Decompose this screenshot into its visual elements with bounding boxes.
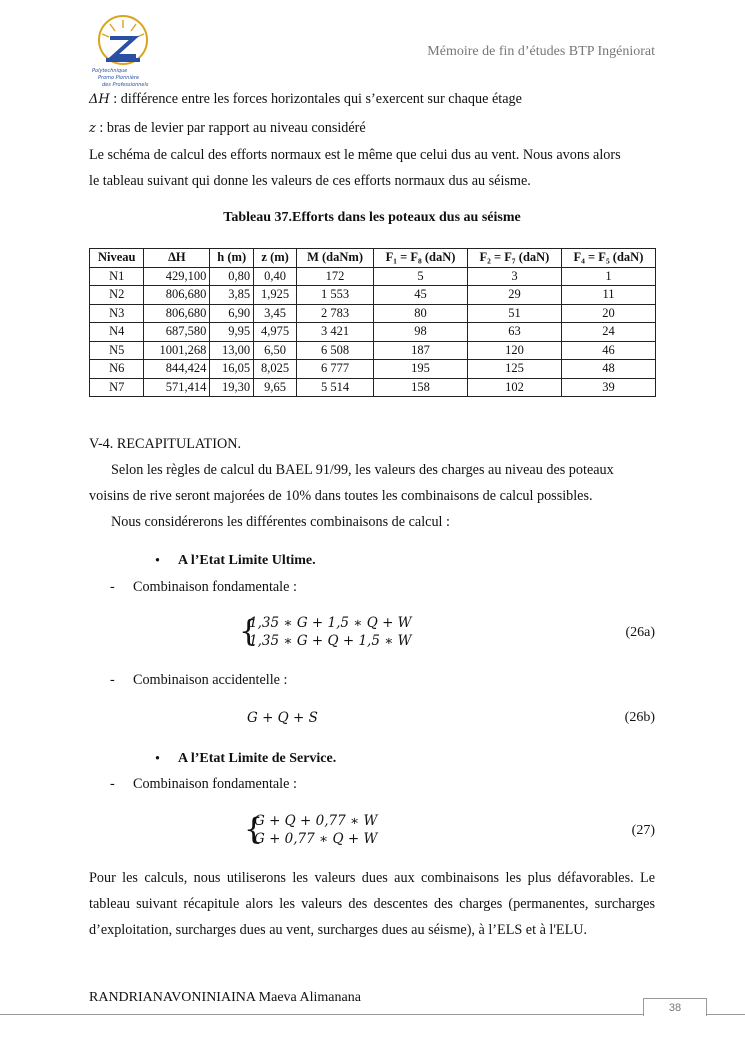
section-para2: Nous considérerons les différentes combinaisons de calcul :: [111, 514, 450, 530]
logo-text-1: Polytechnique: [92, 68, 128, 74]
cell: N2: [90, 286, 144, 305]
col-header-z: z (m): [254, 249, 297, 268]
cell: 11: [561, 286, 655, 305]
table-row: [90, 304, 656, 323]
cell: 844,424: [144, 360, 210, 379]
cell: 8,025: [254, 360, 297, 379]
cell: 3 421: [297, 323, 374, 342]
logo-base: [106, 58, 140, 62]
cell: 45: [374, 286, 468, 305]
definition-text: : bras de levier par rapport au niveau considéré: [95, 120, 366, 136]
conclusion-line-1: Pour les calculs, nous utiliserons les valeurs dues aux combinaisons les plus défavorables. Le: [89, 870, 655, 886]
definition-text: : différence entre les forces horizontales qui s’exercent sur chaque étage: [109, 91, 522, 107]
cell: 0,80: [210, 267, 254, 286]
col-header-delta-h: ΔH: [144, 249, 210, 268]
cell: 6,50: [254, 341, 297, 360]
cell: 19,30: [210, 378, 254, 397]
cell: 1001,268: [144, 341, 210, 360]
cell: 80: [374, 304, 468, 323]
cell: 4,975: [254, 323, 297, 342]
eq26a-number: (26a): [625, 625, 655, 640]
page-number: 38: [643, 998, 707, 1016]
bullet-icon: •: [155, 553, 160, 569]
cell: 3: [467, 267, 561, 286]
cell: 29: [467, 286, 561, 305]
table-header-row: [90, 249, 656, 268]
eq26b-number: (26b): [624, 710, 655, 725]
section-title: V-4. RECAPITULATION.: [89, 436, 241, 452]
dash-icon: -: [110, 776, 115, 792]
logo-z-letter: [110, 38, 136, 56]
dash-icon: -: [110, 579, 115, 595]
cell: 120: [467, 341, 561, 360]
conclusion-line-2: tableau suivant récapitule alors les valeurs des descentes des charges (permanentes, surcharges: [89, 896, 655, 912]
cell: 98: [374, 323, 468, 342]
cell: 6 508: [297, 341, 374, 360]
elu-acc-label: Combinaison accidentelle :: [133, 672, 288, 688]
cell: 13,00: [210, 341, 254, 360]
col-header-f1-f8: F₁ = F₈ (daN): [374, 249, 468, 268]
seismic-forces-table: [89, 248, 656, 397]
table-row: [90, 267, 656, 286]
col-header-h: h (m): [210, 249, 254, 268]
table-row: [90, 341, 656, 360]
cell: N1: [90, 267, 144, 286]
cell: 3,45: [254, 304, 297, 323]
cell: 125: [467, 360, 561, 379]
cell: 9,95: [210, 323, 254, 342]
section-para1-line1: Selon les règles de calcul du BAEL 91/99, les valeurs des charges au niveau des poteaux: [111, 462, 614, 478]
cell: N4: [90, 323, 144, 342]
cell: 172: [297, 267, 374, 286]
header-title: Mémoire de fin d’études BTP Ingéniorat: [427, 44, 655, 59]
cell: 0,40: [254, 267, 297, 286]
col-header-m: M (daNm): [297, 249, 374, 268]
cell: 102: [467, 378, 561, 397]
footer-divider: [0, 1014, 745, 1015]
definition-symbol: ΔH: [89, 92, 110, 107]
cell: 1 553: [297, 286, 374, 305]
col-header-f4-f5: F₄ = F₅ (daN): [561, 249, 655, 268]
dash-icon: -: [110, 672, 115, 688]
section-para1-line2: voisins de rive seront majorées de 10% dans toutes les combinaisons de calcul possibles.: [89, 488, 593, 504]
table-row: [90, 360, 656, 379]
cell: 39: [561, 378, 655, 397]
bullet-icon: •: [155, 751, 160, 767]
intro-line-1: Le schéma de calcul des efforts normaux est le même que celui dus au vent. Nous avons alors: [89, 147, 621, 163]
cell: 187: [374, 341, 468, 360]
cell: N6: [90, 360, 144, 379]
cell: 1: [561, 267, 655, 286]
cell: 48: [561, 360, 655, 379]
table-caption: Tableau 37.Efforts dans les poteaux dus au séisme: [223, 210, 521, 225]
table-row: [90, 286, 656, 305]
definition-delta-h: [89, 86, 655, 113]
cell: 6,90: [210, 304, 254, 323]
eq26b: G + Q + S: [247, 710, 318, 726]
cell: 195: [374, 360, 468, 379]
cell: 6 777: [297, 360, 374, 379]
cell: 5: [374, 267, 468, 286]
cell: 1,925: [254, 286, 297, 305]
table-row: [90, 323, 656, 342]
cell: 51: [467, 304, 561, 323]
intro-line-2: le tableau suivant qui donne les valeurs de ces efforts normaux dus au séisme.: [89, 173, 531, 189]
cell: 16,05: [210, 360, 254, 379]
col-header-f2-f7: F₂ = F₇ (daN): [467, 249, 561, 268]
logo-text-3: des Professionnels: [102, 82, 149, 88]
els-heading: A l’Etat Limite de Service.: [178, 751, 337, 766]
cell: 63: [467, 323, 561, 342]
logo-sun-rays: [102, 20, 144, 37]
cell: 24: [561, 323, 655, 342]
footer-author: RANDRIANAVONINIAINA Maeva Alimanana: [89, 990, 361, 1005]
eq27-number: (27): [631, 823, 655, 838]
cell: N5: [90, 341, 144, 360]
els-fond-label: Combinaison fondamentale :: [133, 776, 297, 792]
cell: 3,85: [210, 286, 254, 305]
definition-z: [89, 115, 655, 142]
left-brace-icon: {: [244, 812, 264, 847]
cell: 46: [561, 341, 655, 360]
logo-text-2: Promo Pionnière: [98, 75, 140, 81]
cell: 806,680: [144, 286, 210, 305]
eq26a-line2: 1,35 ∗ G + Q + 1,5 ∗ W: [249, 633, 412, 649]
elu-heading: A l’Etat Limite Ultime.: [178, 553, 316, 568]
definition-symbol: z: [89, 121, 96, 136]
left-brace-icon: {: [239, 614, 259, 649]
cell: 20: [561, 304, 655, 323]
eq27-line2: G + 0,77 ∗ Q + W: [254, 831, 378, 847]
elu-fond-label: Combinaison fondamentale :: [133, 579, 297, 595]
cell: 158: [374, 378, 468, 397]
eq27-line1: G + Q + 0,77 ∗ W: [254, 813, 378, 829]
eq26a-line1: 1,35 ∗ G + 1,5 ∗ Q + W: [249, 615, 412, 631]
cell: 571,414: [144, 378, 210, 397]
cell: N3: [90, 304, 144, 323]
cell: N7: [90, 378, 144, 397]
col-header-niveau: Niveau: [90, 249, 144, 268]
cell: 687,580: [144, 323, 210, 342]
cell: 2 783: [297, 304, 374, 323]
school-logo: [88, 14, 158, 90]
conclusion-line-3: d’exploitation, surcharges dues au vent, surcharges dues au séisme), à l’ELS et à l'ELU.: [89, 922, 588, 938]
cell: 9,65: [254, 378, 297, 397]
cell: 806,680: [144, 304, 210, 323]
cell: 429,100: [144, 267, 210, 286]
cell: 5 514: [297, 378, 374, 397]
table-row: [90, 378, 656, 397]
